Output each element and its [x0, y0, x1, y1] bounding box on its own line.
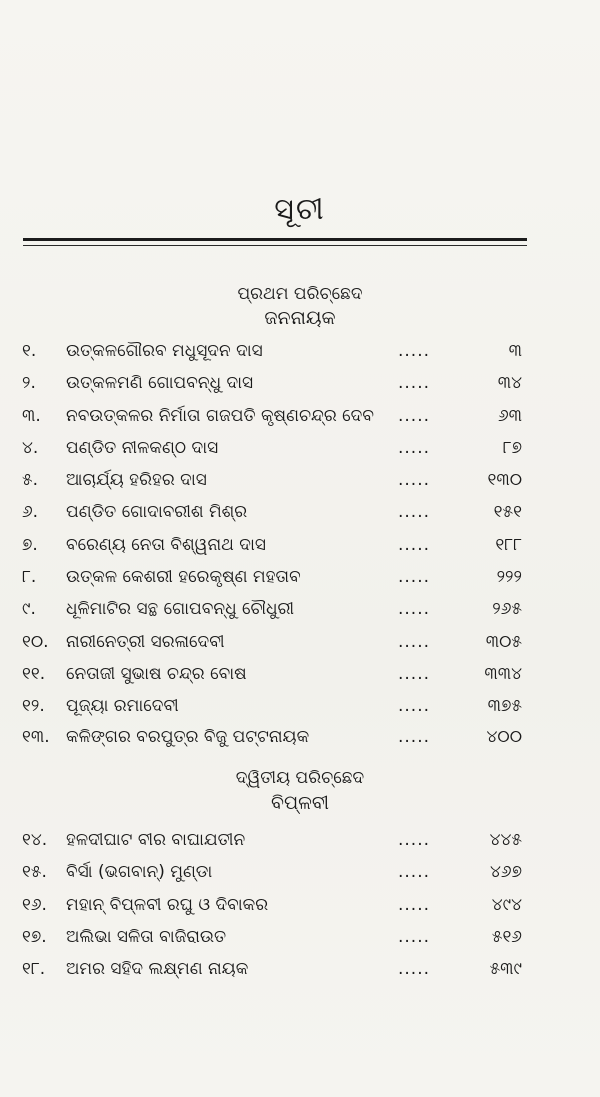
entry-page: ୩୦୫: [485, 632, 522, 652]
entry-title: ନାରୀନେତ୍ରୀ ସରଳାଦେବୀ: [66, 632, 225, 652]
entry-page: ୪୦୦: [486, 727, 522, 747]
entry-number: ୧୭.: [22, 927, 47, 947]
toc-entry: [0, 691, 600, 721]
section-name: ବିପ୍ଳବୀ: [271, 792, 329, 814]
entry-number: ୭.: [22, 535, 38, 555]
toc-entry: [0, 336, 600, 366]
toc-entry: [0, 954, 600, 984]
entry-leader: .....: [398, 696, 431, 716]
entry-number: ୧୦.: [22, 632, 49, 652]
toc-entry: [0, 530, 600, 560]
toc-entry: [0, 433, 600, 463]
toc-entry: [0, 401, 600, 431]
toc-entry: [0, 465, 600, 495]
entry-number: ୧୮.: [22, 959, 46, 979]
toc-entry: [0, 368, 600, 398]
entry-number: ୧୨.: [22, 696, 45, 716]
entry-number: ୧୫.: [22, 862, 47, 882]
entry-page: ୩: [508, 341, 522, 361]
toc-entry: [0, 594, 600, 624]
toc-entry: [0, 857, 600, 887]
entry-page: ୨୨୨: [496, 567, 522, 587]
entry-title: ମହାନ୍ ବିପ୍ଳବୀ ରଘୁ ଓ ଦିବାକର: [66, 895, 269, 915]
entry-page: ୧୮୮: [495, 535, 522, 555]
entry-title: ଆଚାର୍ଯ୍ୟ ହରିହର ଦାସ: [66, 470, 207, 490]
entry-page: ୧୩୦: [487, 470, 522, 490]
entry-page: ୪୬୭: [490, 862, 522, 882]
toc-entry: [0, 722, 600, 752]
entry-page: ୬୩: [497, 406, 522, 426]
entry-number: ୪.: [22, 438, 39, 458]
entry-leader: .....: [398, 373, 431, 393]
entry-leader: .....: [398, 664, 431, 684]
entry-title: ନବଉତ୍କଳର ନିର୍ମାତା ଗଜପତି କୃଷ୍ଣଚନ୍ଦ୍ର ଦେବ: [66, 406, 374, 426]
entry-title: ଅଲିଭା ସଳିତା ବାଜିରାଉତ: [66, 927, 227, 947]
entry-title: ଧୂଳିମାଟିର ସନ୍ଥ ଗୋପବନ୍ଧୁ ଚୌଧୁରୀ: [66, 599, 295, 619]
entry-number: ୫.: [22, 470, 39, 490]
entry-title: ନେତାଜୀ ସୁଭାଷ ଚନ୍ଦ୍ର ବୋଷ: [66, 664, 247, 684]
entry-number: ୧୧.: [22, 664, 46, 684]
entry-title: ଉତ୍କଳ କେଶରୀ ହରେକୃଷ୍ଣ ମହତାବ: [66, 567, 301, 587]
entry-number: ୧୪.: [22, 830, 48, 850]
entry-title: ଉତ୍କଳମଣି ଗୋପବନ୍ଧୁ ଦାସ: [66, 373, 254, 393]
section-heading: ପ୍ରଥମ ପରିଚ୍ଛେଦ: [237, 284, 363, 304]
section-heading: ଦ୍ୱିତୀୟ ପରିଚ୍ଛେଦ: [235, 768, 365, 788]
entry-leader: .....: [398, 599, 431, 619]
section-name: ଜନନାୟକ: [264, 307, 336, 329]
entry-leader: .....: [398, 406, 431, 426]
entry-leader: .....: [398, 470, 431, 490]
entry-page: ୩୩୪: [484, 664, 522, 684]
entry-leader: .....: [398, 830, 431, 850]
title-rule-thin: [23, 245, 527, 246]
entry-leader: .....: [398, 895, 431, 915]
entry-page: ୧୫୧: [493, 502, 522, 522]
entry-number: ୬.: [22, 502, 39, 522]
entry-page: ୩୭୫: [487, 696, 522, 716]
entry-title: ହଳଦୀଘାଟ ବୀର ବାଘାଯତୀନ: [66, 830, 246, 850]
entry-leader: .....: [398, 535, 431, 555]
entry-title: ଅମର ସହିଦ ଲକ୍ଷ୍ମଣ ନାୟକ: [66, 959, 249, 979]
entry-number: ୨.: [22, 373, 36, 393]
entry-leader: .....: [398, 927, 431, 947]
entry-page: ୫୩୯: [489, 959, 522, 979]
entry-page: ୫୧୬: [491, 927, 522, 947]
entry-number: ୯.: [22, 599, 36, 619]
entry-leader: .....: [398, 959, 431, 979]
toc-entry: [0, 627, 600, 657]
entry-leader: .....: [398, 632, 431, 652]
entry-number: ୩.: [22, 406, 41, 426]
entry-page: ୪୯୪: [491, 895, 522, 915]
toc-entry: [0, 825, 600, 855]
entry-title: ବିର୍ସା (ଭଗବାନ୍) ମୁଣ୍ଡା: [66, 862, 213, 882]
entry-leader: .....: [398, 567, 431, 587]
entry-title: ଉତ୍କଳଗୌରବ ମଧୁସୂଦନ ଦାସ: [66, 341, 263, 361]
entry-page: ୮୭: [502, 438, 522, 458]
entry-leader: .....: [398, 438, 431, 458]
entry-page: ୪୪୫: [489, 830, 522, 850]
toc-entry: [0, 890, 600, 920]
entry-title: କଳିଙ୍ଗର ବରପୁତ୍ର ବିଜୁ ପଟ୍ଟନାୟକ: [66, 727, 310, 747]
entry-title: ପୂଜ୍ୟା ରମାଦେବୀ: [66, 696, 179, 716]
entry-page: ୩୪: [497, 373, 522, 393]
entry-number: ୧୩.: [22, 727, 50, 747]
entry-number: ୮.: [22, 567, 37, 587]
toc-entry: [0, 659, 600, 689]
entry-leader: .....: [398, 502, 431, 522]
entry-leader: .....: [398, 727, 431, 747]
toc-entry: [0, 497, 600, 527]
entry-title: ବରେଣ୍ୟ ନେତା ବିଶ୍ୱନାଥ ଦାସ: [66, 535, 266, 555]
toc-entry: [0, 922, 600, 952]
toc-entry: [0, 562, 600, 592]
entry-number: ୧.: [22, 341, 37, 361]
entry-title: ପଣ୍ଡିତ ଗୋଦାବରୀଶ ମିଶ୍ର: [66, 502, 248, 522]
entry-leader: .....: [398, 862, 431, 882]
entry-number: ୧୬.: [22, 895, 47, 915]
title-rule-thick: [23, 238, 527, 241]
entry-title: ପଣ୍ଡିତ ନୀଳକଣ୍ଠ ଦାସ: [66, 438, 219, 458]
entry-leader: .....: [398, 341, 431, 361]
entry-page: ୨୬୫: [492, 599, 522, 619]
page-title: ସୂଚୀ: [274, 192, 326, 227]
